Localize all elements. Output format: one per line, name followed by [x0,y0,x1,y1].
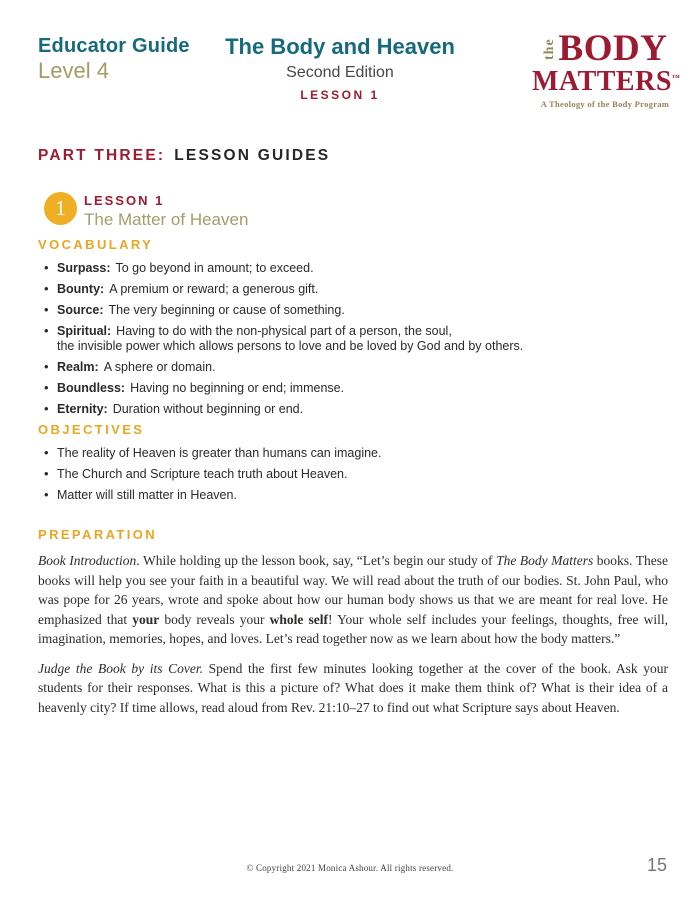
vocab-item-eternity [38,402,668,417]
copyright-notice: © Copyright 2021 Monica Ashour. All rights reserved. [246,863,454,873]
vocab-definition: Having no beginning or end; immense. [130,381,345,395]
logo-the-text: the [541,37,557,60]
vocab-item-spiritual [38,324,668,354]
vocabulary-section [38,237,668,423]
vocab-definition: A premium or reward; a generous gift. [109,282,319,296]
objectives-list [38,446,668,503]
lesson-header [44,192,248,228]
part-heading-rest: LESSON GUIDES [174,147,331,164]
vocab-term: Source: [57,303,104,317]
preparation-paragraph-2: Judge the Book by its Cover. Spend the first few minutes looking together at the cover of the book. Ask your students for their responses. What is this a picture of? What does it make them think of? What is their idea of a heavenly city? If time allows, read aloud from Rev. 21:10–27 to find out what Scripture says about Heaven. [38,660,668,715]
header-lesson-label: LESSON 1 [300,88,380,102]
page-number: 15 [646,855,667,875]
vocab-definition: Duration without beginning or end. [112,402,304,416]
vocab-item-boundless [38,381,668,396]
vocab-definition: A sphere or domain. [103,360,216,374]
preparation-section [38,527,668,727]
objective-item: • Matter will still matter in Heaven. [38,488,668,503]
lesson-label: LESSON 1 [84,193,165,208]
vocab-term: Boundless: [57,381,126,395]
vocab-item-bounty [38,282,668,297]
part-heading-prefix: PART THREE: [38,147,166,164]
vocab-definition: To go beyond in amount; to exceed. [115,261,314,275]
document-title: The Body and Heaven [225,34,455,59]
body-matters-logo [532,30,678,109]
vocabulary-heading: VOCABULARY [38,237,154,252]
level-label: Level 4 [38,58,109,83]
document-title-block [120,36,560,101]
vocab-term: Realm: [57,360,99,374]
objective-item: • The reality of Heaven is greater than humans can imagine. [38,446,668,461]
lesson-title: The Matter of Heaven [84,210,249,229]
lesson-title-block [84,192,248,228]
vocab-item-surpass [38,261,668,276]
preparation-heading: PREPARATION [38,527,158,542]
educator-guide-label: Educator Guide [38,35,190,57]
vocabulary-list [38,261,668,417]
vocab-item-realm [38,360,668,375]
vocab-definition: Having to do with the non-physical part of a person, the soul, [116,324,452,338]
lesson-number-badge: 1 [44,192,77,225]
vocab-term: Surpass: [57,261,111,275]
part-heading [38,147,330,165]
vocab-definition-line2: the invisible power which allows persons to love and be loved by God and by others. [57,339,524,353]
vocab-definition: The very beginning or cause of something. [108,303,345,317]
vocab-item-source [38,303,668,318]
objectives-section [38,422,668,509]
logo-body-text: BODY [558,28,668,69]
logo-tagline: A Theology of the Body Program [540,99,670,109]
preparation-paragraph-1: Book Introduction. While holding up the lesson book, say, “Let’s begin our study of The Body Matters books. These books will help you see your faith in a beautiful way. We will read about the truth of our bodies. St. John Paul, who was pope for 26 years, wrote and spoke about how our human body shows us that we are meant for real love. He emphasized that your body reveals your whole self! Your whole self includes your feelings, thoughts, free will, imagination, memories, hopes, and loves. Let’s read together now as we learn about how the body matters.” [38,553,668,646]
vocab-term: Bounty: [57,282,105,296]
logo-matters-text [532,68,678,96]
document-subtitle: Second Edition [286,64,394,81]
vocab-term: Spiritual: [57,324,112,338]
logo-matters-word: MATTERS [532,66,672,97]
vocab-term: Eternity: [57,402,108,416]
logo-top-row [532,30,678,67]
objectives-heading: OBJECTIVES [38,422,145,437]
objective-item: • The Church and Scripture teach truth about Heaven. [38,467,668,482]
trademark-symbol: ™ [671,73,680,82]
